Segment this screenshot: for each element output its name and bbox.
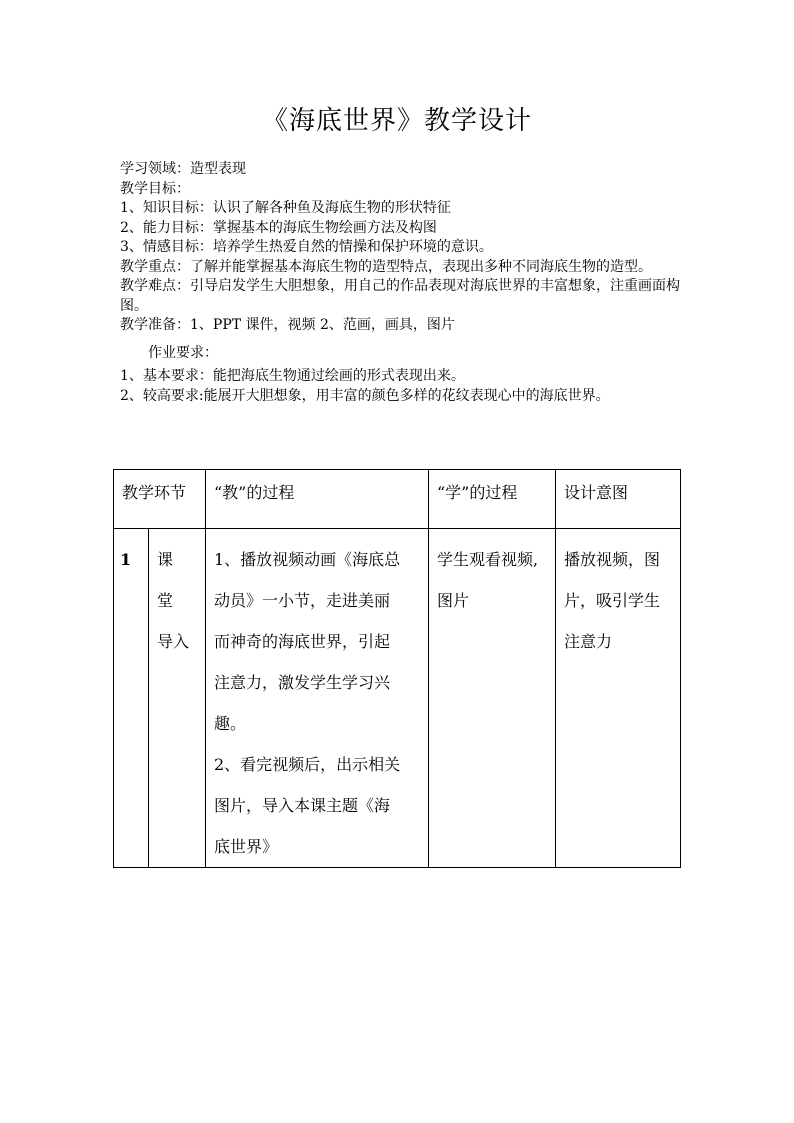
key-point: 教学重点：了解并能掌握基本海底生物的造型特点，表现出多种不同海底生物的造型。	[120, 258, 652, 275]
row-intent: 播放视频，图 片，吸引学生 注意力	[556, 529, 681, 868]
row-learning: 学生观看视频, 图片	[429, 529, 556, 868]
header-teaching: “教”的过程	[206, 470, 429, 529]
preparation: 教学准备：1、PPT 课件，视频 2、范画，画具，图片	[120, 317, 455, 333]
table-row	[114, 529, 681, 868]
table-header-row	[114, 470, 681, 529]
homework-label: 作业要求：	[148, 344, 218, 361]
difficulty: 教学难点：引导启发学生大胆想象，用自己的作品表现对海底世界的丰富想象，注重画面构图。	[120, 278, 680, 314]
homework-advanced: 2、较高要求:能展开大胆想象，用丰富的颜色多样的花纹表现心中的海底世界。	[120, 387, 610, 404]
learning-field: 学习领域：造型表现	[120, 161, 246, 177]
header-stage: 教学环节	[114, 470, 206, 529]
homework-basic: 1、基本要求：能把海底生物通过绘画的形式表现出来。	[120, 368, 465, 384]
header-intent: 设计意图	[556, 470, 681, 529]
row-number: 1	[114, 529, 149, 868]
goal-emotion: 3、情感目标：培养学生热爱自然的情操和保护环境的意识。	[120, 239, 493, 255]
document-title: 《海底世界》教学设计	[261, 106, 532, 136]
goal-knowledge: 1、知识目标：认识了解各种鱼及海底生物的形状特征	[120, 200, 451, 216]
row-teaching: 1、播放视频动画《海底总 动员》一小节，走进美丽 而神奇的海底世界，引起 注意力，激发学生学习兴 趣。 2、看完视频后，出示相关 图片，导入本课主题《海 底世界》	[206, 529, 429, 868]
lesson-plan-table	[113, 469, 681, 868]
goal-ability: 2、能力目标：掌握基本的海底生物绘画方法及构图	[120, 219, 437, 236]
intro-section	[120, 160, 700, 406]
header-learning: “学”的过程	[429, 470, 556, 529]
row-stage: 课堂 导入	[149, 529, 206, 868]
goals-label: 教学目标：	[120, 180, 190, 197]
